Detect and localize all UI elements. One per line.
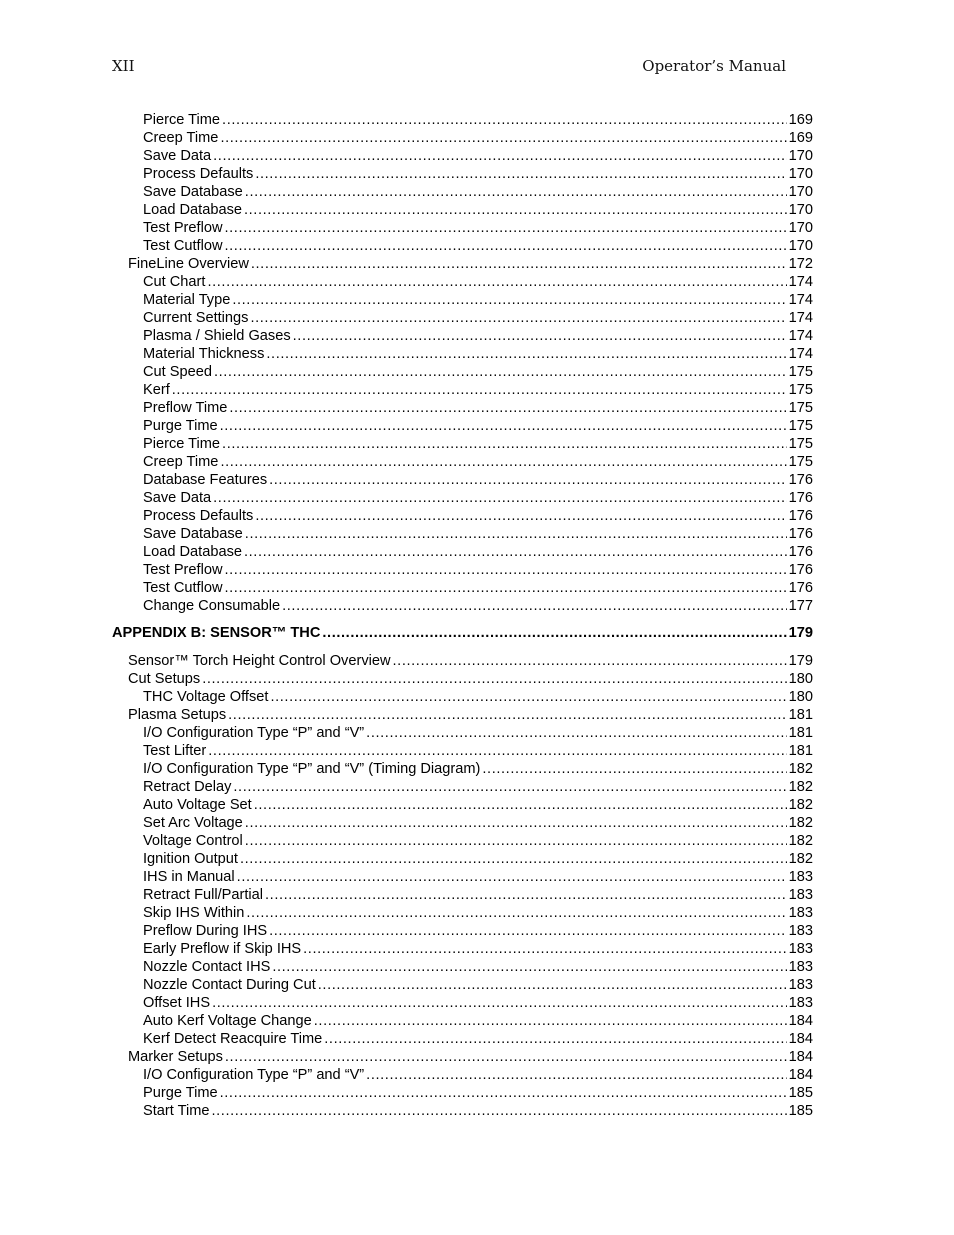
toc-entry-page-number: 184 [788, 1049, 813, 1065]
toc-entry-page-number: 175 [788, 382, 813, 398]
toc-dot-leader [222, 111, 787, 129]
toc-dot-leader [322, 624, 786, 642]
toc-entry-page-number: 176 [788, 562, 813, 578]
toc-entry-title: Preflow During IHS [143, 923, 268, 939]
toc-entry-page-number: 184 [788, 1067, 813, 1083]
toc-entry-page-number: 182 [788, 761, 813, 777]
toc-entry-page-number: 181 [788, 707, 813, 723]
toc-entry-title: Test Cutflow [143, 238, 223, 254]
toc-entry[interactable] [112, 561, 813, 579]
toc-entry-title: Cut Chart [143, 274, 206, 290]
toc-entry-title: Load Database [143, 544, 242, 560]
toc-dot-leader [303, 940, 786, 958]
toc-entry-title: Plasma Setups [128, 707, 227, 723]
toc-dot-leader [270, 688, 786, 706]
toc-dot-leader [172, 381, 787, 399]
toc-entry-page-number: 176 [788, 526, 813, 542]
toc-entry-title: Retract Full/Partial [143, 887, 264, 903]
toc-entry-page-number: 174 [788, 292, 813, 308]
toc-entry-title: Material Thickness [143, 346, 265, 362]
toc-dot-leader [250, 309, 786, 327]
toc-entry-page-number: 181 [788, 743, 813, 759]
toc-entry-title: IHS in Manual [143, 869, 235, 885]
toc-entry-title: Sensor™ Torch Height Control Overview [128, 653, 391, 669]
toc-entry[interactable] [112, 489, 813, 507]
toc-dot-leader [314, 1012, 787, 1030]
toc-entry-title: Pierce Time [143, 112, 221, 128]
toc-entry-page-number: 184 [788, 1013, 813, 1029]
toc-dot-leader [214, 363, 787, 381]
toc-entry-page-number: 170 [788, 166, 813, 182]
toc-entry-title: Nozzle Contact During Cut [143, 977, 316, 993]
toc-dot-leader [225, 1048, 787, 1066]
toc-dot-leader [245, 832, 787, 850]
toc-entry[interactable] [112, 994, 813, 1012]
toc-entry[interactable] [112, 724, 813, 742]
toc-entry-page-number: 170 [788, 238, 813, 254]
toc-dot-leader [237, 868, 787, 886]
toc-entry-title: Current Settings [143, 310, 249, 326]
toc-entry-page-number: 181 [788, 725, 813, 741]
toc-dot-leader [213, 147, 786, 165]
toc-entry[interactable] [112, 832, 813, 850]
toc-entry[interactable] [112, 147, 813, 165]
toc-entry[interactable] [112, 219, 813, 237]
toc-entry[interactable] [112, 778, 813, 796]
running-header-page-number: XII [112, 57, 135, 75]
toc-entry-title: Auto Voltage Set [143, 797, 252, 813]
toc-entry[interactable] [112, 201, 813, 219]
toc-entry[interactable] [112, 688, 813, 706]
toc-entry[interactable] [112, 291, 813, 309]
toc-entry-title: FineLine Overview [128, 256, 249, 272]
toc-dot-leader [228, 706, 786, 724]
toc-entry-title: I/O Configuration Type “P” and “V” (Timing Diagram) [143, 761, 481, 777]
toc-dot-leader [212, 1102, 787, 1120]
toc-entry-title: Ignition Output [143, 851, 238, 867]
toc-entry-title: Change Consumable [143, 598, 281, 614]
toc-entry-page-number: 170 [788, 148, 813, 164]
toc-entry-title: Voltage Control [143, 833, 243, 849]
toc-entry-title: Retract Delay [143, 779, 232, 795]
toc-entry-page-number: 175 [788, 454, 813, 470]
toc-dot-leader [220, 129, 786, 147]
toc-entry-page-number: 174 [788, 274, 813, 290]
toc-entry-title: I/O Configuration Type “P” and “V” [143, 725, 365, 741]
toc-dot-leader [244, 201, 787, 219]
toc-entry[interactable] [112, 868, 813, 886]
toc-entry-page-number: 169 [788, 130, 813, 146]
toc-section-heading[interactable] [112, 624, 813, 642]
toc-entry[interactable] [112, 399, 813, 417]
toc-entry-title: Process Defaults [143, 166, 254, 182]
toc-entry-page-number: 183 [788, 959, 813, 975]
toc-entry-title: Process Defaults [143, 508, 254, 524]
toc-entry[interactable] [112, 309, 813, 327]
toc-entry[interactable] [112, 652, 813, 670]
toc-entry-title: Plasma / Shield Gases [143, 328, 291, 344]
toc-dot-leader [393, 652, 787, 670]
toc-entry[interactable] [112, 327, 813, 345]
toc-entry-title: Start Time [143, 1103, 210, 1119]
toc-dot-leader [220, 1084, 787, 1102]
toc-dot-leader [366, 724, 786, 742]
toc-dot-leader [207, 273, 786, 291]
toc-entry-title: Creep Time [143, 454, 219, 470]
toc-dot-leader [245, 183, 787, 201]
toc-entry-title: Kerf Detect Reacquire Time [143, 1031, 323, 1047]
toc-entry-page-number: 170 [788, 202, 813, 218]
toc-entry-page-number: 175 [788, 400, 813, 416]
toc-entry-page-number: 174 [788, 328, 813, 344]
toc-dot-leader [246, 904, 786, 922]
toc-entry-page-number: 182 [788, 851, 813, 867]
toc-dot-leader [318, 976, 787, 994]
toc-entry-page-number: 176 [788, 508, 813, 524]
table-of-contents [112, 111, 813, 1120]
toc-entry[interactable] [112, 940, 813, 958]
toc-entry[interactable] [112, 273, 813, 291]
toc-entry[interactable] [112, 1102, 813, 1120]
toc-entry-page-number: 177 [788, 598, 813, 614]
toc-entry[interactable] [112, 1030, 813, 1048]
toc-entry[interactable] [112, 760, 813, 778]
toc-entry-page-number: 176 [788, 544, 813, 560]
toc-entry[interactable] [112, 417, 813, 435]
toc-entry-page-number: 185 [788, 1103, 813, 1119]
toc-entry-page-number: 176 [788, 580, 813, 596]
toc-dot-leader [269, 922, 787, 940]
toc-entry-title: Material Type [143, 292, 231, 308]
toc-entry-title: Pierce Time [143, 436, 221, 452]
toc-dot-leader [255, 507, 786, 525]
toc-entry-page-number: 180 [788, 689, 813, 705]
toc-dot-leader [244, 543, 787, 561]
toc-dot-leader [366, 1066, 786, 1084]
toc-entry-title: Marker Setups [128, 1049, 223, 1065]
toc-entry[interactable] [112, 183, 813, 201]
toc-dot-leader [482, 760, 786, 778]
toc-dot-leader [224, 219, 786, 237]
toc-dot-leader [212, 994, 787, 1012]
toc-entry-page-number: 179 [788, 653, 813, 669]
toc-entry-page-number: 183 [788, 941, 813, 957]
toc-entry[interactable] [112, 363, 813, 381]
toc-entry-page-number: 176 [788, 490, 813, 506]
toc-entry-page-number: 182 [788, 815, 813, 831]
toc-entry[interactable] [112, 255, 813, 273]
toc-entry[interactable] [112, 381, 813, 399]
toc-entry-title: Test Cutflow [143, 580, 223, 596]
toc-entry[interactable] [112, 579, 813, 597]
toc-entry[interactable] [112, 742, 813, 760]
toc-entry[interactable] [112, 435, 813, 453]
toc-entry-page-number: 183 [788, 905, 813, 921]
toc-dot-leader [220, 453, 786, 471]
toc-entry-page-number: 175 [788, 364, 813, 380]
toc-entry-page-number: 174 [788, 310, 813, 326]
toc-entry-title: Set Arc Voltage [143, 815, 243, 831]
toc-dot-leader [224, 237, 786, 255]
toc-entry-title: Purge Time [143, 1085, 218, 1101]
toc-dot-leader [220, 417, 787, 435]
toc-entry-page-number: 169 [788, 112, 813, 128]
toc-entry[interactable] [112, 525, 813, 543]
toc-entry-title: Skip IHS Within [143, 905, 245, 921]
toc-entry[interactable] [112, 129, 813, 147]
toc-entry-page-number: 183 [788, 995, 813, 1011]
toc-entry-title: Creep Time [143, 130, 219, 146]
toc-entry[interactable] [112, 237, 813, 255]
toc-dot-leader [324, 1030, 786, 1048]
toc-dot-leader [272, 958, 786, 976]
toc-entry-title: Test Preflow [143, 562, 223, 578]
toc-entry[interactable] [112, 958, 813, 976]
toc-entry[interactable] [112, 597, 813, 615]
toc-entry-title: APPENDIX B: SENSOR™ THC [112, 625, 321, 641]
toc-entry-title: Early Preflow if Skip IHS [143, 941, 302, 957]
toc-entry[interactable] [112, 543, 813, 561]
toc-entry-page-number: 170 [788, 220, 813, 236]
toc-dot-leader [282, 597, 787, 615]
toc-entry[interactable] [112, 670, 813, 688]
toc-entry-page-number: 175 [788, 436, 813, 452]
toc-entry-title: Kerf [143, 382, 170, 398]
toc-entry[interactable] [112, 471, 813, 489]
toc-entry[interactable] [112, 1084, 813, 1102]
toc-entry[interactable] [112, 1048, 813, 1066]
toc-dot-leader [240, 850, 787, 868]
toc-entry[interactable] [112, 814, 813, 832]
toc-entry-title: Cut Speed [143, 364, 212, 380]
toc-dot-leader [202, 670, 786, 688]
toc-entry-page-number: 182 [788, 779, 813, 795]
toc-dot-leader [265, 886, 787, 904]
toc-dot-leader [224, 561, 786, 579]
toc-entry[interactable] [112, 345, 813, 363]
toc-entry[interactable] [112, 111, 813, 129]
toc-entry[interactable] [112, 922, 813, 940]
toc-entry[interactable] [112, 706, 813, 724]
toc-entry-page-number: 184 [788, 1031, 813, 1047]
toc-entry[interactable] [112, 886, 813, 904]
toc-entry[interactable] [112, 165, 813, 183]
toc-entry-page-number: 182 [788, 797, 813, 813]
toc-entry-title: Purge Time [143, 418, 218, 434]
toc-entry-page-number: 182 [788, 833, 813, 849]
toc-entry-title: Nozzle Contact IHS [143, 959, 271, 975]
toc-dot-leader [293, 327, 787, 345]
toc-dot-leader [254, 796, 787, 814]
toc-entry[interactable] [112, 796, 813, 814]
toc-entry-page-number: 183 [788, 869, 813, 885]
toc-dot-leader [232, 291, 786, 309]
toc-entry-page-number: 170 [788, 184, 813, 200]
toc-entry-page-number: 180 [788, 671, 813, 687]
toc-entry-title: I/O Configuration Type “P” and “V” [143, 1067, 365, 1083]
toc-entry-title: Save Data [143, 490, 212, 506]
toc-dot-leader [208, 742, 786, 760]
toc-entry-page-number: 183 [788, 923, 813, 939]
toc-entry[interactable] [112, 850, 813, 868]
toc-dot-leader [233, 778, 786, 796]
toc-entry-title: Save Database [143, 526, 243, 542]
toc-entry[interactable] [112, 904, 813, 922]
toc-entry-title: Offset IHS [143, 995, 211, 1011]
toc-entry-title: Test Preflow [143, 220, 223, 236]
toc-dot-leader [245, 525, 787, 543]
toc-entry-page-number: 174 [788, 346, 813, 362]
toc-entry[interactable] [112, 507, 813, 525]
toc-dot-leader [245, 814, 787, 832]
toc-entry-title: Save Data [143, 148, 212, 164]
toc-dot-leader [269, 471, 787, 489]
toc-entry-title: Auto Kerf Voltage Change [143, 1013, 312, 1029]
running-header-title: Operator’s Manual [642, 57, 786, 75]
toc-entry[interactable] [112, 1066, 813, 1084]
toc-entry-title: Database Features [143, 472, 268, 488]
toc-dot-leader [251, 255, 787, 273]
toc-entry-page-number: 176 [788, 472, 813, 488]
toc-entry[interactable] [112, 1012, 813, 1030]
toc-entry[interactable] [112, 976, 813, 994]
toc-entry-page-number: 175 [788, 418, 813, 434]
toc-dot-leader [229, 399, 786, 417]
toc-entry-title: Cut Setups [128, 671, 201, 687]
toc-entry[interactable] [112, 453, 813, 471]
toc-entry-title: Test Lifter [143, 743, 207, 759]
toc-entry-title: Load Database [143, 202, 242, 218]
toc-entry-title: Preflow Time [143, 400, 228, 416]
toc-entry-title: Save Database [143, 184, 243, 200]
toc-entry-page-number: 172 [788, 256, 813, 272]
toc-dot-leader [255, 165, 786, 183]
toc-entry-page-number: 183 [788, 977, 813, 993]
toc-dot-leader [213, 489, 786, 507]
toc-dot-leader [224, 579, 786, 597]
toc-dot-leader [266, 345, 786, 363]
toc-entry-page-number: 185 [788, 1085, 813, 1101]
toc-entry-page-number: 183 [788, 887, 813, 903]
toc-entry-title: THC Voltage Offset [143, 689, 269, 705]
toc-dot-leader [222, 435, 787, 453]
toc-entry-page-number: 179 [788, 625, 813, 641]
